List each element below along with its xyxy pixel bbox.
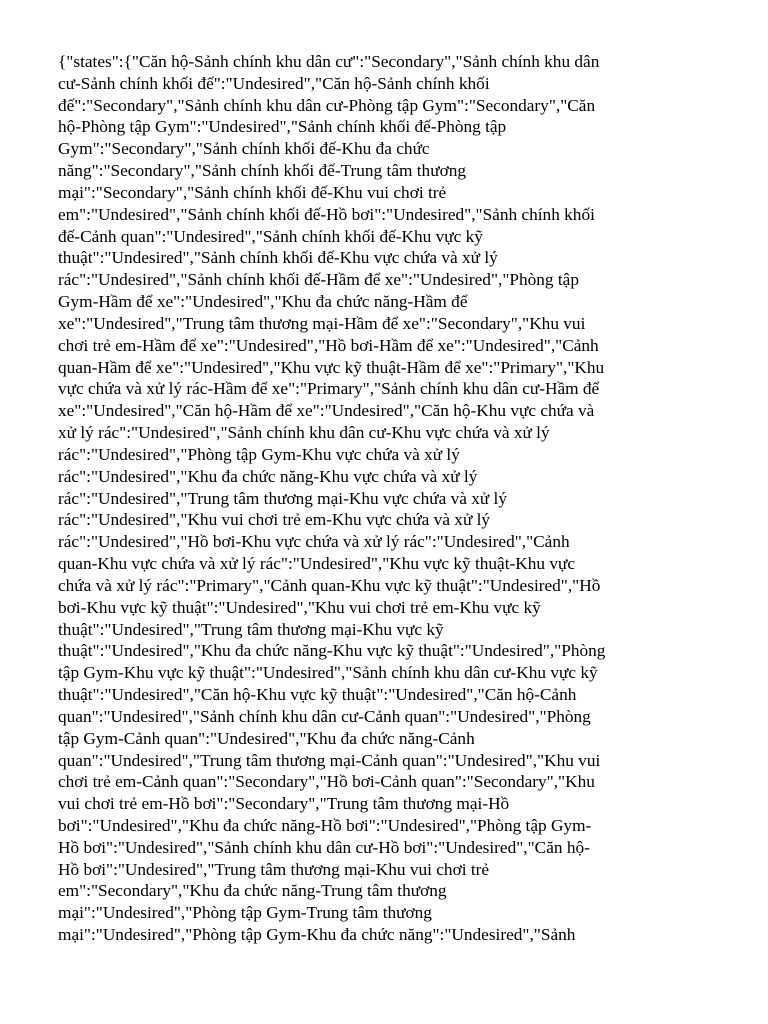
text-line: Hồ bơi":"Undesired","Trung tâm thương mại-Khu vui chơi trẻ: [58, 859, 490, 879]
text-line: hộ-Phòng tập Gym":"Undesired","Sảnh chính khối đế-Phòng tập: [58, 117, 507, 137]
text-line: quan-Hầm để xe":"Undesired","Khu vực kỹ thuật-Hầm để xe":"Primary","Khu: [58, 357, 605, 377]
text-line: bơi-Khu vực kỹ thuật":"Undesired","Khu vui chơi trẻ em-Khu vực kỹ: [58, 597, 541, 617]
text-line: vui chơi trẻ em-Hồ bơi":"Secondary","Trung tâm thương mại-Hồ: [58, 794, 510, 814]
text-line: rác":"Undesired","Sảnh chính khối đế-Hầm để xe":"Undesired","Phòng tập: [58, 270, 579, 290]
text-line: rác":"Undesired","Khu đa chức năng-Khu vực chứa và xử lý: [58, 466, 478, 486]
json-text-block: [58, 51, 718, 946]
text-line: {"states":{"Căn hộ-Sảnh chính khu dân cư":"Secondary","Sảnh chính khu dân: [58, 52, 600, 71]
text-line: quan-Khu vực chứa và xử lý rác":"Undesired","Khu vực kỹ thuật-Khu vực: [58, 554, 576, 574]
text-line: thuật":"Undesired","Trung tâm thương mại-Khu vực kỹ: [58, 619, 444, 639]
text-line: vực chứa và xử lý rác-Hầm để xe":"Primary","Sảnh chính khu dân cư-Hầm để: [58, 379, 600, 399]
text-line: quan":"Undesired","Sảnh chính khu dân cư-Cảnh quan":"Undesired","Phòng: [58, 706, 591, 726]
text-line: rác":"Undesired","Phòng tập Gym-Khu vực chứa và xử lý: [58, 444, 460, 464]
text-line: chơi trẻ em-Hầm để xe":"Undesired","Hồ bơi-Hầm để xe":"Undesired","Cảnh: [58, 335, 599, 355]
text-line: Gym":"Secondary","Sảnh chính khối đế-Khu đa chức: [58, 139, 430, 159]
text-line: rác":"Undesired","Trung tâm thương mại-Khu vực chứa và xử lý: [58, 488, 507, 508]
text-line: rác":"Undesired","Khu vui chơi trẻ em-Khu vực chứa và xử lý: [58, 510, 491, 530]
text-line: tập Gym-Cảnh quan":"Undesired","Khu đa chức năng-Cảnh: [58, 728, 475, 748]
text-line: em":"Undesired","Sảnh chính khối đế-Hồ bơi":"Undesired","Sảnh chính khối: [58, 204, 595, 224]
text-line: cư-Sảnh chính khối đế":"Undesired","Căn hộ-Sảnh chính khối: [58, 73, 490, 93]
text-line: bơi":"Undesired","Khu đa chức năng-Hồ bơi":"Undesired","Phòng tập Gym-: [58, 815, 592, 835]
text-line: đế-Cảnh quan":"Undesired","Sảnh chính khối đế-Khu vực kỹ: [58, 226, 483, 246]
text-line: xử lý rác":"Undesired","Sảnh chính khu dân cư-Khu vực chứa và xử lý: [58, 423, 550, 443]
text-line: năng":"Secondary","Sảnh chính khối đế-Trung tâm thương: [58, 161, 466, 181]
text-line: đế":"Secondary","Sảnh chính khu dân cư-Phòng tập Gym":"Secondary","Căn: [58, 95, 596, 115]
text-line: quan":"Undesired","Trung tâm thương mại-Cảnh quan":"Undesired","Khu vui: [58, 750, 601, 770]
text-line: chơi trẻ em-Cảnh quan":"Secondary","Hồ bơi-Cảnh quan":"Secondary","Khu: [58, 772, 595, 792]
text-line: thuật":"Undesired","Căn hộ-Khu vực kỹ thuật":"Undesired","Căn hộ-Cảnh: [58, 685, 577, 705]
text-line: rác":"Undesired","Hồ bơi-Khu vực chứa và xử lý rác":"Undesired","Cảnh: [58, 532, 570, 552]
text-line: mại":"Undesired","Phòng tập Gym-Trung tâm thương: [58, 903, 432, 923]
text-line: chứa và xử lý rác":"Primary","Cảnh quan-Khu vực kỹ thuật":"Undesired","Hồ: [58, 575, 601, 595]
text-line: mại":"Undesired","Phòng tập Gym-Khu đa chức năng":"Undesired","Sảnh: [58, 925, 576, 945]
text-line: em":"Secondary","Khu đa chức năng-Trung tâm thương: [58, 881, 447, 901]
text-line: xe":"Undesired","Trung tâm thương mại-Hầm để xe":"Secondary","Khu vui: [58, 313, 586, 333]
text-line: Hồ bơi":"Undesired","Sảnh chính khu dân cư-Hồ bơi":"Undesired","Căn hộ-: [58, 837, 590, 857]
text-line: thuật":"Undesired","Khu đa chức năng-Khu vực kỹ thuật":"Undesired","Phòng: [58, 641, 606, 661]
text-line: tập Gym-Khu vực kỹ thuật":"Undesired","Sảnh chính khu dân cư-Khu vực kỹ: [58, 663, 598, 683]
text-line: xe":"Undesired","Căn hộ-Hầm để xe":"Undesired","Căn hộ-Khu vực chứa và: [58, 401, 595, 421]
text-line: Gym-Hầm để xe":"Undesired","Khu đa chức năng-Hầm để: [58, 292, 468, 312]
text-line: thuật":"Undesired","Sảnh chính khối đế-Khu vực chứa và xử lý: [58, 248, 498, 268]
text-line: mại":"Secondary","Sảnh chính khối đế-Khu vui chơi trẻ: [58, 182, 447, 202]
